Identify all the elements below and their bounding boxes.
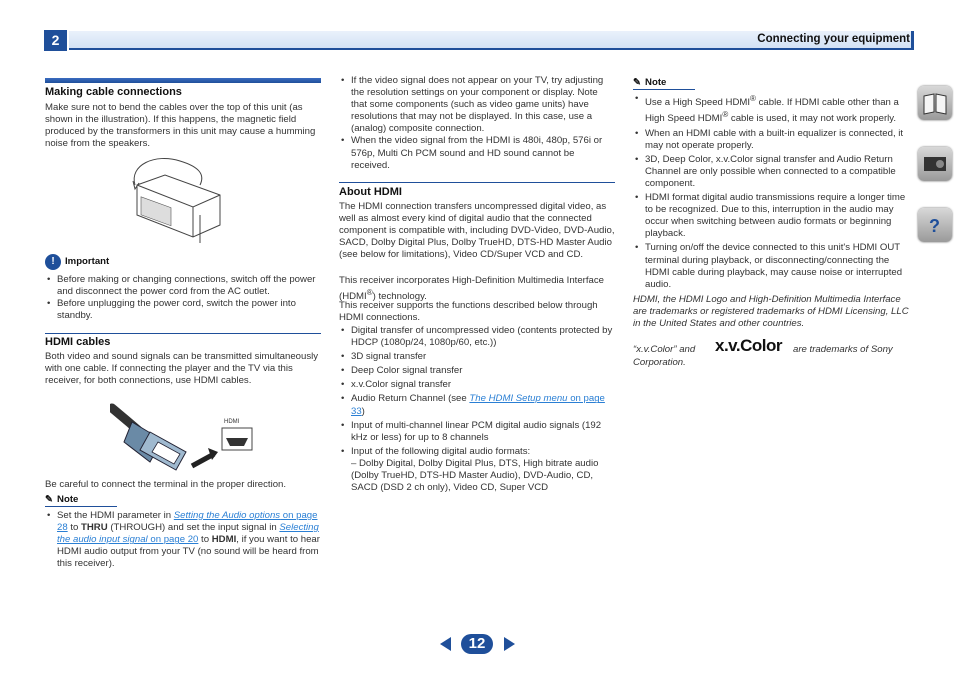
list-item: • When the video signal from the HDMI is 480i, 480p, 576i or 576p, Multi Ch PCM sound and HD sound cannot be received. [339,135,615,171]
receiver-icon[interactable] [918,147,952,181]
list-item: • Before unplugging the power cord, switch the power into standby. [45,298,321,322]
note-text: cable is used, it may not work properly. [728,113,897,125]
hdmi-plug-illustration [110,402,260,476]
page-33-link[interactable]: on page 33 [351,393,605,417]
section-rule [45,333,321,334]
selecting-input-signal-link[interactable]: Selecting the audio input signal [57,522,319,546]
p2-text: ) technology. [372,291,427,303]
note-text: Use a High Speed HDMI [645,97,751,109]
list-item: • Input of multi-channel linear PCM digital audio signals (192 kHz or less) for up to 8 channels [339,420,615,444]
formats-intro: Input of the following digital audio formats: [351,445,531,457]
xvcolor-logo: x.v.Color [715,336,782,355]
hdmi-setup-menu-link[interactable]: The HDMI Setup menu [469,393,568,405]
about-hdmi-p1: The HDMI connection transfers uncompressed digital video, as well as almost every kind of digital audio that the connected component is compatible with, including DVD-Video, DVD-Audio, SACD, Dolby Digital Plus, Dolby TrueHD, DTS-HD Master Audio (see below for limitations), Video CD/Super VCD and CD. [339,201,615,261]
note-rule [45,506,117,507]
xvcolor-trademark-right: are trademarks of Sony [793,344,893,355]
note-text: Set the HDMI parameter in [57,510,174,521]
note-label-text: Note [57,494,79,505]
formats-list: – Dolby Digital, Dolby Digital Plus, DTS, High bitrate audio (Dolby TrueHD, DTS-HD Master Audio), DVD-Audio, CD, SACD (DSD 2 ch only), Video CD, Super VCD [351,457,599,494]
important-icon: ! [45,254,61,270]
hdmi-cables-caption: Be careful to connect the terminal in the proper direction. [45,479,287,490]
thru-value: THRU [81,522,108,534]
note-icon: ✎ [45,494,54,505]
list-item: • Turning on/off the device connected to this unit's HDMI OUT terminal during playback, or disconnecting/connecting the HDMI cable during playback, may cause noise or interrupted audio. [633,242,909,290]
xvcolor-trademark-left: “x.v.Color” and [633,344,696,355]
note-text: to [198,534,212,546]
p2-text: This receiver incorporates High-Definition Multimedia Interface (HDMI [339,275,605,303]
arc-text: Audio Return Channel (see [351,393,470,405]
note-icon: ✎ [633,77,642,88]
xvcolor-corporation: Corporation. [633,357,686,368]
arc-text: ) [361,405,365,417]
page-section-title: Connecting your equipment [757,33,910,45]
hdmi-plug-label: HDMI [224,419,240,425]
list-item: • Before making or changing connections, switch off the power and disconnect the power cord from the AC outlet. [45,274,321,298]
section-rule [339,182,615,183]
section-rule [45,78,321,83]
note-text: cable. If HDMI cable other than a High Speed HDMI [645,97,899,125]
list-item: • If the video signal does not appear on your TV, try adjusting the resolution settings on your component or display. Note that some components (such as video game units) have resolutions that may not be displayed. In this case, use a (analog) composite connection. [339,75,615,135]
page-28-link[interactable]: on page 28 [57,510,318,534]
note-text: to [67,522,82,534]
next-page-icon[interactable] [504,637,515,651]
important-list [45,274,321,322]
registered-mark: ® [750,94,756,103]
list-item [633,93,909,126]
about-hdmi-heading: About HDMI [339,186,402,198]
chapter-number: 2 [44,30,67,51]
list-item [45,510,321,570]
hdmi-trademark-text: HDMI, the HDMI Logo and High-Definition Multimedia Interface are trademarks or registered trademarks of HDMI Licensing, LLC in the United States and other countries. [633,294,909,330]
prev-page-icon[interactable] [440,637,451,651]
hdmi-note-list [633,93,909,291]
about-hdmi-p3: This receiver supports the functions described below through HDMI connections. [339,300,598,324]
list-item [339,393,615,417]
list-item: • 3D signal transfer [339,351,615,363]
book-icon[interactable] [918,86,952,120]
note-label-text: Note [645,77,667,88]
video-signal-list [339,75,615,172]
note-text: , if you want to hear HDMI audio output from your TV (no sound will be heard from this receiver). [57,534,320,570]
hdmi-cables-body: Both video and sound signals can be transmitted simultaneously with one cable. If connecting the player and the TV via this receiver, for both connections, use HDMI cables. [45,351,319,387]
list-item: • When an HDMI cable with a built-in equalizer is connected, it may not operate properly. [633,128,909,152]
hdmi-value: HDMI [211,534,237,546]
setting-audio-options-link[interactable]: Setting the Audio options [173,510,281,521]
registered-mark: ® [722,110,729,120]
note-text: (THROUGH) and set the input signal in [107,522,280,534]
registered-mark: ® [366,288,373,298]
note-list [45,510,321,570]
list-item: • 3D, Deep Color, x.v.Color signal transfer and Audio Return Channel are only possible when connected to a compatible component. [633,154,909,190]
note-label [45,494,78,506]
list-item: • HDMI format digital audio transmissions require a longer time to be recognized. Due to this, interruption in the audio may occur when switching between audio formats or beginning playback. [633,192,909,240]
important-label [45,254,109,270]
making-connections-body: Make sure not to bend the cables over the top of this unit (as shown in the illustration). If this happens, the magnetic field produced by the transformers in this unit may cause a humming noise from the speakers. [45,102,316,150]
note-rule [633,89,695,90]
list-item [339,446,615,494]
making-connections-heading: Making cable connections [45,86,182,98]
important-label-text: Important [65,255,110,267]
svg-text:?: ? [929,216,940,236]
note-label [633,77,666,89]
hdmi-cables-heading: HDMI cables [45,336,111,348]
list-item: • Digital transfer of uncompressed video (contents protected by HDCP (1080p/24, 1080p/60, etc.)) [339,325,615,349]
receiver-cable-illustration [125,155,225,247]
page-number: 12 [461,634,493,654]
help-icon[interactable] [918,208,952,242]
page-20-link[interactable]: on page 20 [147,534,199,546]
list-item: • Deep Color signal transfer [339,365,615,377]
list-item: • x.v.Color signal transfer [339,379,615,391]
hdmi-functions-list [339,325,615,494]
